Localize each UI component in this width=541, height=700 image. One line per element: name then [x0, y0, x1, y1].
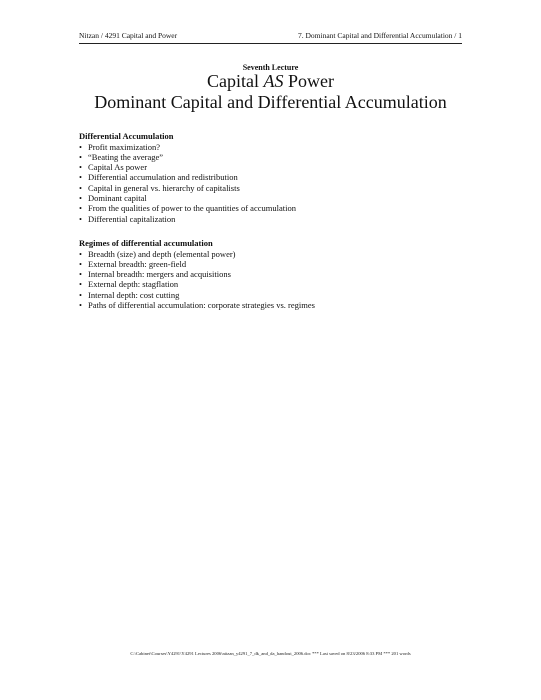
bullet-icon: • — [79, 203, 82, 214]
list-item-text: From the qualities of power to the quantities of accumulation — [88, 203, 296, 214]
title-italic-word: AS — [263, 71, 284, 91]
list-item-text: “Beating the average” — [88, 151, 164, 162]
list-item — [79, 249, 469, 259]
list-item-text: External breadth: green-field — [88, 258, 187, 269]
page-header — [79, 31, 462, 44]
list-item-text: Differential capitalization — [88, 213, 176, 224]
list-item-text: Breadth (size) and depth (elemental power) — [88, 248, 236, 259]
bullet-icon: • — [79, 279, 82, 290]
bullet-list — [79, 249, 469, 311]
bullet-icon: • — [79, 299, 82, 310]
header-page-reference: 7. Dominant Capital and Differential Accumulation / 1 — [298, 31, 462, 40]
list-item-text: Differential accumulation and redistribution — [88, 172, 238, 183]
list-item-text: Internal breadth: mergers and acquisitions — [88, 269, 231, 280]
title-text-part1: Capital — [207, 71, 264, 91]
list-item-text: Internal depth: cost cutting — [88, 289, 180, 300]
list-item — [79, 162, 469, 172]
bullet-icon: • — [79, 248, 82, 259]
page-subtitle: Dominant Capital and Differential Accumulation — [94, 92, 447, 112]
bullet-list — [79, 142, 469, 224]
list-item — [79, 279, 469, 289]
bullet-icon: • — [79, 162, 82, 173]
list-item — [79, 214, 469, 224]
section-heading: Differential Accumulation — [79, 131, 174, 141]
list-item — [79, 203, 469, 213]
bullet-icon: • — [79, 258, 82, 269]
bullet-icon: • — [79, 289, 82, 300]
list-item — [79, 193, 469, 203]
bullet-icon: • — [79, 182, 82, 193]
list-item-text: Paths of differential accumulation: corporate strategies vs. regimes — [88, 299, 315, 310]
page-title — [0, 70, 541, 92]
section-differential-accumulation — [79, 131, 469, 224]
list-item — [79, 290, 469, 300]
page-footer-file-path: C:\Cabinet\Courses\Y4291\Y4291 Lectures 2006\nitzan_y4291_7_dk_and_da_handout_2006.doc *** Last saved on 8/23/2006 8:33 PM *** 201 words — [130, 651, 411, 656]
list-item-text: Capital As power — [88, 162, 148, 173]
bullet-icon: • — [79, 213, 82, 224]
list-item — [79, 300, 469, 310]
list-item — [79, 142, 469, 152]
header-course-title: Nitzan / 4291 Capital and Power — [79, 31, 178, 40]
section-regimes-of-differential-accumulation — [79, 238, 469, 310]
list-item-text: External depth: stagflation — [88, 279, 179, 290]
list-item — [79, 259, 469, 269]
list-item — [79, 172, 469, 182]
bullet-icon: • — [79, 172, 82, 183]
list-item — [79, 152, 469, 162]
list-item-text: Dominant capital — [88, 192, 147, 203]
section-heading: Regimes of differential accumulation — [79, 238, 213, 248]
lecture-label: Seventh Lecture — [242, 63, 299, 72]
bullet-icon: • — [79, 192, 82, 203]
list-item — [79, 269, 469, 279]
list-item-text: Capital in general vs. hierarchy of capitalists — [88, 182, 240, 193]
bullet-icon: • — [79, 151, 82, 162]
list-item-text: Profit maximization? — [88, 141, 160, 152]
title-text-part2: Power — [283, 71, 334, 91]
list-item — [79, 183, 469, 193]
bullet-icon: • — [79, 269, 82, 280]
bullet-icon: • — [79, 141, 82, 152]
